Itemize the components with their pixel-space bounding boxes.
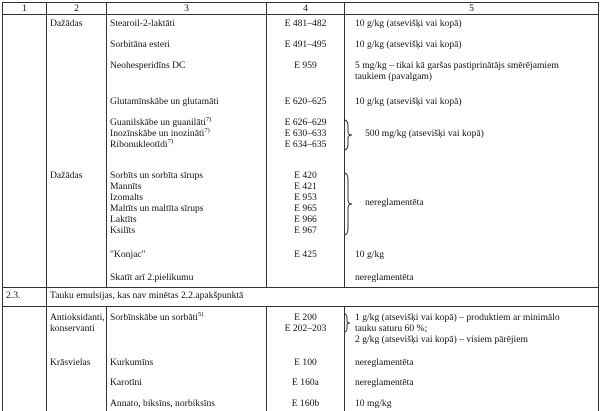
block2-col1 — [3, 307, 47, 411]
block1-row — [3, 15, 599, 288]
limit-value: 2 g/kg (atsevišķi vai kopā) – visiem pārējiem — [355, 334, 528, 345]
additive-name: Sorbitāna esteri — [110, 39, 170, 50]
additive-name: Izomalts — [110, 192, 143, 203]
section-number: 2.3. — [3, 288, 47, 307]
group-brace — [343, 119, 353, 151]
limit-value: 5 mg/kg – tikai kā garšas pastiprinātājs smērējamiem — [355, 60, 559, 71]
block1-col1 — [3, 15, 47, 288]
group-brace — [343, 313, 351, 333]
additive-name: Laktīts — [110, 214, 137, 225]
e-code: E 425 — [267, 249, 344, 260]
block1-col2 — [47, 15, 107, 288]
header-col-5: 5 — [345, 3, 599, 15]
block1-col4 — [267, 15, 345, 288]
block2-col2 — [47, 307, 107, 411]
category-antioxidants: Antioksidanti, — [50, 312, 105, 323]
block2-row — [3, 307, 599, 411]
block1-col3 — [107, 15, 267, 288]
e-code: E 620–625 — [267, 96, 344, 107]
additive-name: Sorbīnskābe un sorbāti$^{5)}$ — [110, 312, 203, 323]
block2-col3 — [107, 307, 267, 411]
limit-value: taukiem (pavalgam) — [355, 71, 432, 82]
additive-name: Sorbīts un sorbīta sīrups — [110, 170, 203, 181]
header-col-2: 2 — [47, 3, 107, 15]
e-code: E 953 — [267, 192, 344, 203]
limit-value: tauku saturu 60 %; — [355, 323, 427, 334]
e-code: E 481–482 — [267, 18, 344, 29]
e-code: E 420 — [267, 170, 344, 181]
additive-name: Mannīts — [110, 181, 141, 192]
block1-col5 — [345, 15, 599, 288]
e-code: E 967 — [267, 225, 344, 236]
additive-name: Inozīnskābe un inozināti$^{7)}$ — [110, 128, 210, 139]
e-code: E 634–635 — [267, 139, 344, 150]
additive-name: "Konjac" — [110, 249, 146, 260]
limit-value: 10 g/kg (atsevišķi vai kopā) — [355, 39, 462, 50]
limit-value: nereglamentēta — [355, 357, 414, 368]
limit-value: 10 g/kg (atsevišķi vai kopā) — [355, 18, 462, 29]
header-col-3: 3 — [107, 3, 267, 15]
e-code: E 421 — [267, 181, 344, 192]
e-code: E 200 — [267, 312, 344, 323]
category-misc-2: Dažādas — [50, 170, 83, 181]
additive-name: Glutamīnskābe un glutamāti — [110, 96, 219, 107]
e-code: E 630–633 — [267, 128, 344, 139]
category-colours: Krāsvielas — [50, 357, 91, 368]
header-col-4: 4 — [267, 3, 345, 15]
limit-value: 10 g/kg (atsevišķi vai kopā) — [355, 96, 462, 107]
limit-value: 1 g/kg (atsevišķi vai kopā) – produktiem ar minimālo — [355, 312, 560, 323]
group-brace — [343, 172, 353, 236]
e-code: E 966 — [267, 214, 344, 225]
header-row — [3, 3, 599, 15]
header-col-1: 1 — [3, 3, 47, 15]
see-also-note: Skatīt arī 2.pielikumu — [110, 272, 193, 283]
additive-name: Ribonukleotīdi$^{7)}$ — [110, 139, 173, 150]
section-row — [3, 288, 599, 307]
category-misc-1: Dažādas — [50, 18, 83, 29]
category-preservatives: konservanti — [50, 323, 95, 334]
additive-name: Neohesperidīns DC — [110, 60, 185, 71]
limit-value: nereglamentēta — [355, 272, 414, 283]
limit-value: 10 mg/kg — [355, 398, 392, 409]
e-code: E 959 — [267, 60, 344, 71]
block2-col4 — [267, 307, 345, 411]
block2-col5 — [345, 307, 599, 411]
limit-value: 500 mg/kg (atsevišķi vai kopā) — [365, 128, 484, 139]
additive-name: Ksilīts — [110, 225, 135, 236]
additive-name: Stearoil-2-laktāti — [110, 18, 175, 29]
additive-name: Karotīni — [110, 377, 142, 388]
e-code: E 626–629 — [267, 117, 344, 128]
e-code: E 965 — [267, 203, 344, 214]
e-code: E 491–495 — [267, 39, 344, 50]
additive-name: Kurkumīns — [110, 357, 153, 368]
additives-table — [2, 2, 599, 411]
e-code: E 202–203 — [267, 323, 344, 334]
e-code: E 160a — [267, 377, 344, 388]
limit-value: nereglamentēta — [365, 197, 424, 208]
limit-value: nereglamentēta — [355, 377, 414, 388]
e-code: E 100 — [267, 357, 344, 368]
section-title: Tauku emulsijas, kas nav minētas 2.2.apakšpunktā — [47, 288, 599, 307]
e-code: E 160b — [267, 398, 344, 409]
additive-name: Guanilskābe un guanilāti$^{7)}$ — [110, 117, 211, 128]
limit-value: 10 g/kg — [355, 249, 384, 260]
additive-name: Maltīts un maltīta sīrups — [110, 203, 204, 214]
additive-name: Annato, biksīns, norbiksīns — [110, 398, 215, 409]
